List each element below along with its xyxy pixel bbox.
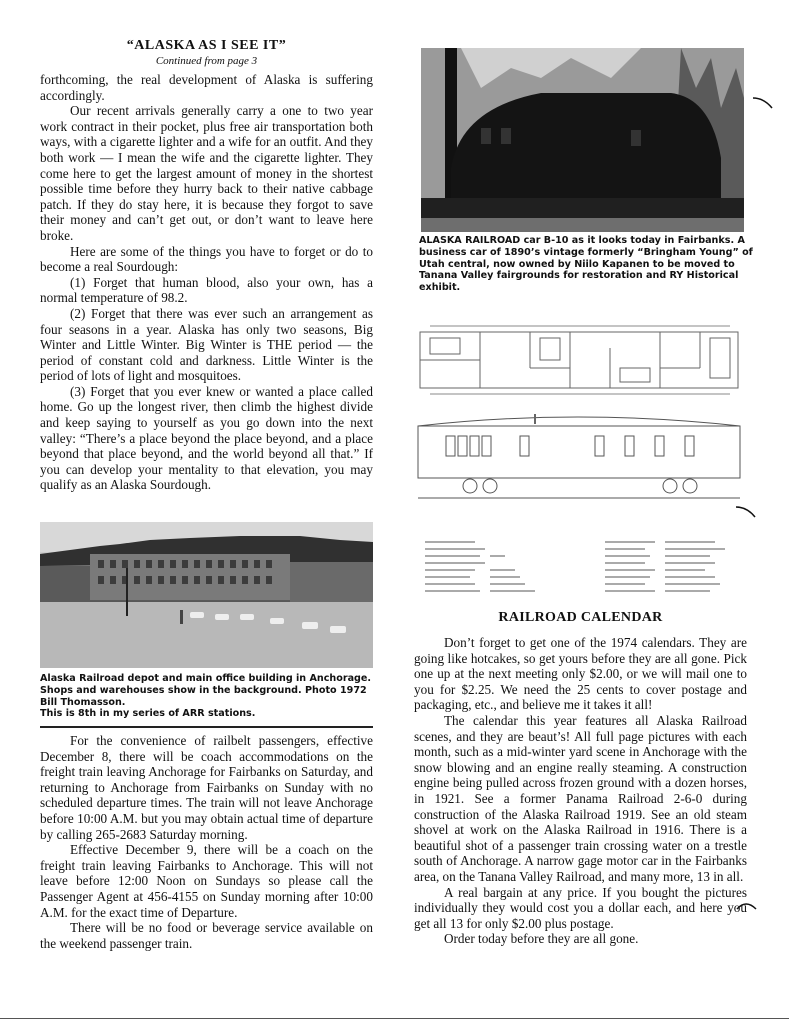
article-title: “ALASKA AS I SEE IT” xyxy=(126,38,287,53)
page-curl-mark xyxy=(735,505,757,519)
continued-note: Continued from page 3 xyxy=(155,55,258,67)
business-car-photo xyxy=(421,48,744,232)
paragraph: Our recent arrivals generally carry a one to two year work contract in their pocket, plus free air transportation both ways, with a cigarette lighter and a wife for an outfit. And they both work — I mean the wife and the cigarette lighter. They come here to get the largest amount of money in the shortest possible time before they hurry back to their native cabbage patch. If they do stay here, it is because they forgot to save their money and can’t get out, or don’t want to leave here broke. xyxy=(40,103,373,243)
paragraph: Effective December 9, there will be a coach on the freight train leaving Fairbanks to Anchorage. This will not leave before 12:00 Noon on Sundays so please call the Passenger Agent at 456-4155 on Sunday morning after 10:00 A.M. for the exact time of Departure. xyxy=(40,842,373,920)
paragraph: The calendar this year features all Alaska Railroad scenes, and they are beaut’s! All full page pictures with each month, such as a mid-winter yard scene in Anchorage with the snow blowing and an engine really steaming. A construction engine being pulled across frozen ground with a dozen horses, in 1921. See a former Panama Railroad 2-6-0 during construction of the Alaska Railroad 1919. See an old steam shovel at work on the Alaska Railroad in 1916. There is a beautiful shot of a passenger train crossing water on a trestle south of Anchorage. A narrow gage motor car in the Fairbanks area, on the Tanana Valley Railroad, and many more, 13 in all. xyxy=(414,712,747,884)
side-elevation-svg xyxy=(410,410,745,505)
article-body xyxy=(40,72,373,493)
paragraph: (2) Forget that there was ever such an arrangement as four seasons in a year. Alaska has only two seasons, Big Winter and Little Winter. Big Winter is THE period — the period of constant cold and darkness. Little Winter is the period of lots of light and mosquitoes. xyxy=(40,305,373,384)
calendar-heading: RAILROAD CALENDAR xyxy=(498,610,663,625)
floor-plan-svg xyxy=(410,318,745,398)
depot-photo-drawing xyxy=(40,522,373,668)
specifications-lines xyxy=(425,538,730,598)
page-curl-mark xyxy=(752,96,774,110)
car-specifications-table xyxy=(425,538,730,598)
paragraph: (3) Forget that you ever knew or wanted a place called home. Go up the longest river, then climb the highest divide and keep saying to yourself as you go down into the next valley: “There’s a place beyond the place beyond, and a place beyond that place beyond, and the world beyond all that.” If you can develop your mentality to that elevation, you may qualify as an Alaska Sourdough. xyxy=(40,383,373,493)
paragraph: Don’t forget to get one of the 1974 calendars. They are going like hotcakes, so get yours before they are all gone. Pick one up at the next meeting only $2.00, or we will mail one to you for $2.25. We need the 25 cents to cover postage and packaging, etc., and believe me it takes it all! xyxy=(414,635,747,713)
depot-caption-series: This is 8th in my series of ARR stations. xyxy=(40,708,256,720)
calendar-article xyxy=(414,635,747,947)
service-notice xyxy=(40,733,373,951)
section-divider xyxy=(40,726,373,728)
business-car-caption: ALASKA RAILROAD car B-10 as it looks today in Fairbanks. A business car of 1890’s vintage formerly “Bringham Young” of Utah central, now owned by Niilo Kapanen to be moved to Tanana Valley fairgrounds for restoration and RY Historical exhibit. xyxy=(419,235,753,294)
page-bottom-rule xyxy=(0,1018,789,1019)
paragraph: forthcoming, the real development of Alaska is suffering accordingly. xyxy=(40,72,373,103)
paragraph: Here are some of the things you have to forget or do to become a real Sourdough: xyxy=(40,243,373,275)
paragraph: A real bargain at any price. If you bought the pictures individually they would cost you a dollar each, and here you get all 13 for only $2.00 plus postage. xyxy=(414,884,747,931)
depot-caption xyxy=(40,673,376,720)
paragraph: For the convenience of railbelt passengers, effective December 8, there will be coach accommodations on the freight train leaving Anchorage for Fairbanks on Saturday, and returning to Anchorage from Fairbanks on Sunday with no scheduled departure times. The train will not leave Anchorage before 10:00 A.M. but you may obtain actual time of departure by calling 265-2683 Saturday morning. xyxy=(40,733,373,842)
paragraph: (1) Forget that human blood, also your own, has a normal temperature of 98.2. xyxy=(40,274,373,306)
paragraph: There will be no food or beverage service available on the weekend passenger train. xyxy=(40,920,373,951)
paragraph: Order today before they are all gone. xyxy=(444,931,639,947)
floor-plan-drawing xyxy=(410,318,745,398)
business-car-photo-drawing xyxy=(421,48,744,232)
depot-caption-text: Alaska Railroad depot and main office building in Anchorage. Shops and warehouses show in the background. Photo 1972 Bill Thomasson. xyxy=(40,673,372,708)
depot-photo xyxy=(40,522,373,668)
page-curl-mark xyxy=(736,899,758,913)
side-elevation-drawing xyxy=(410,410,745,505)
